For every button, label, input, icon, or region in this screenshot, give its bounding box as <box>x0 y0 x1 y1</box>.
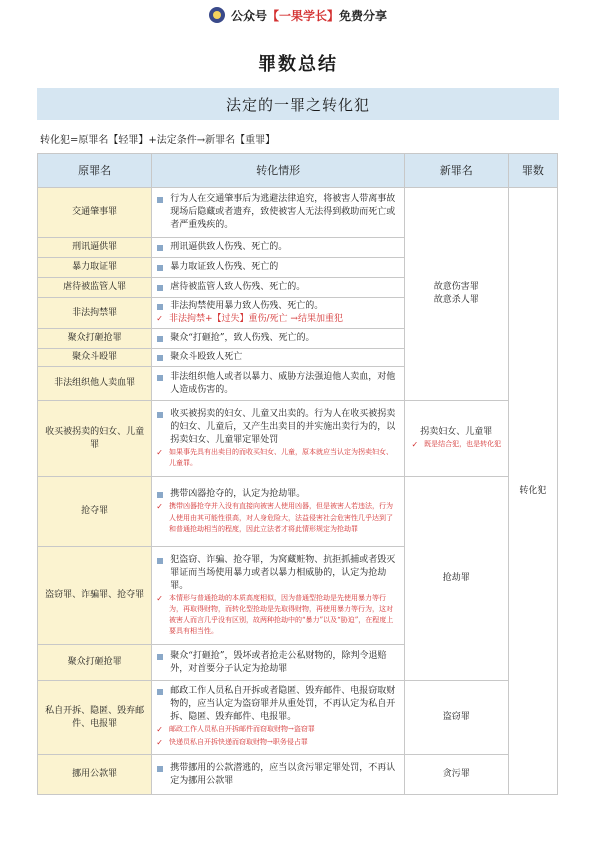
new-crime-note: 既是结合犯，也是转化犯 <box>424 439 502 448</box>
check-icon: ✓ <box>156 502 163 512</box>
condition-text: 犯盗窃、诈骗、抢夺罪，为窝藏赃物、抗拒抓捕或者毁灭罪证而当场使用暴力或者以暴力相威胁的，认定为抢劫罪。 <box>170 554 396 591</box>
original-crime: 非法组织他人卖血罪 <box>38 367 152 401</box>
original-crime: 非法拘禁罪 <box>38 298 152 329</box>
condition-text: 非法拘禁使用暴力致人伤残、死亡的。 <box>170 301 324 311</box>
new-crime: 故意杀人罪 <box>433 295 479 306</box>
bullet-icon <box>157 492 163 498</box>
original-crime: 挪用公款罪 <box>38 755 152 795</box>
bullet-icon <box>157 766 163 772</box>
table-row <box>38 188 558 238</box>
table-row <box>38 755 558 795</box>
condition-text: 刑讯逼供致人伤残、死亡的。 <box>170 241 288 252</box>
bullet-icon <box>157 355 163 361</box>
check-icon: ✓ <box>156 314 163 324</box>
header-new-crime: 新罪名 <box>404 154 508 188</box>
table-header-row <box>38 154 558 188</box>
bullet-icon <box>157 375 163 381</box>
count-cell: 转化犯 <box>508 188 557 795</box>
new-crime-cell: 抢劫罪 <box>404 477 508 681</box>
condition-text: 收买被拐卖的妇女、儿童又出卖的。行为人在收买被拐卖的妇女、儿童后，又产生出卖目的并实施出卖行为的，以拐卖妇女、儿童罪定罪处罚 <box>170 408 396 445</box>
original-crime: 私自开拆、隐匿、毁弃邮件、电报罪 <box>38 681 152 755</box>
original-crime: 虐待被监管人罪 <box>38 278 152 298</box>
bullet-icon <box>157 245 163 251</box>
original-crime: 聚众打砸抢罪 <box>38 645 152 681</box>
check-icon: ✓ <box>156 725 163 735</box>
original-crime: 暴力取证罪 <box>38 258 152 278</box>
check-icon: ✓ <box>411 439 419 449</box>
header-original-crime: 原罪名 <box>38 154 152 188</box>
bullet-icon <box>157 265 163 271</box>
condition-text: 聚众斗殴致人死亡 <box>170 352 243 363</box>
table-row <box>38 401 558 477</box>
condition-text: 聚众“打砸抢”，致人伤残、死亡的。 <box>170 333 315 344</box>
new-crime-cell: 盗窃罪 <box>404 681 508 755</box>
formula-line: 转化犯=原罪名【轻罪】+法定条件→新罪名【重罪】 <box>40 135 276 146</box>
brand-logo-icon <box>209 7 225 23</box>
bullet-icon <box>157 336 163 342</box>
condition-text: 虐待被监管人致人伤残、死亡的。 <box>170 281 306 292</box>
bullet-icon <box>157 304 163 310</box>
condition-text: 携带凶器抢夺的，认定为抢劫罪。 <box>170 489 306 500</box>
bullet-icon <box>157 654 163 660</box>
condition-note: 非法拘禁+【过失】重伤/死亡 →结果加重犯 <box>168 314 343 325</box>
check-icon: ✓ <box>156 448 163 458</box>
original-crime: 聚众打砸抢罪 <box>38 329 152 349</box>
original-crime: 盗窃罪、诈骗罪、抢夺罪 <box>38 547 152 645</box>
original-crime: 抢夺罪 <box>38 477 152 547</box>
condition-text: 非法组织他人或者以暴力、威胁方法强迫他人卖血，对他人造成伤害的。 <box>170 371 396 395</box>
header-bar <box>0 6 596 24</box>
condition-note: 本情形与普通抢劫的本质高度相似，因为普通型抢劫是先使用暴力等行为，再取得财物，而转化型抢劫是先取得财物，再使用暴力等行为，这对被害人而言几乎没有区别，故两种抢劫中的“暴力”以及“胁迫”，在程度上要具有相当性。 <box>168 593 394 636</box>
conversion-table <box>37 153 558 795</box>
brand-text: 公众号【一果学长】免费分享 <box>230 8 388 23</box>
bullet-icon <box>157 558 163 564</box>
original-crime: 交通肇事罪 <box>38 188 152 238</box>
header-count: 罪数 <box>508 154 557 188</box>
original-crime: 刑讯逼供罪 <box>38 238 152 258</box>
bullet-icon <box>157 197 163 203</box>
original-crime: 聚众斗殴罪 <box>38 349 152 367</box>
table-row <box>38 681 558 755</box>
section-heading: 法定的一罪之转化犯 <box>37 88 559 120</box>
condition-note: 邮政工作人员私自开拆邮件而窃取财物→盗窃罪 <box>168 725 315 734</box>
new-crime: 拐卖妇女、儿童罪 <box>420 426 493 437</box>
check-icon: ✓ <box>156 593 163 603</box>
new-crime: 故意伤害罪 <box>433 282 479 293</box>
condition-text: 暴力取证致人伤残、死亡的 <box>170 261 279 272</box>
condition-text: 聚众“打砸抢”，毁坏或者抢走公私财物的，除判令退赔外，对首要分子认定为抢劫罪 <box>170 650 387 674</box>
header-conversion: 转化情形 <box>152 154 405 188</box>
new-crime-cell <box>404 401 508 477</box>
bullet-icon <box>157 412 163 418</box>
condition-note: 快递员私自开拆快递而窃取财物→职务侵占罪 <box>168 738 308 747</box>
table-row <box>38 477 558 547</box>
original-crime: 收买被拐卖的妇女、儿童罪 <box>38 401 152 477</box>
condition-text: 邮政工作人员私自开拆或者隐匿、毁弃邮件、电报窃取财物的，应当认定为盗窃罪并从重处罚，不再认定为私自开拆、隐匿、毁弃邮件、电报罪。 <box>170 686 396 723</box>
page-title: 罪数总结 <box>258 54 338 75</box>
check-icon: ✓ <box>156 738 163 748</box>
condition-note: 携带凶器抢夺并入没有直接向被害人使用凶器，但是被害人若违法，行为人使用由其可能性很高，对人身危险大，法益侵害社会危害性几乎达到了和普通抢劫相当的程度，因此立法者才将此情形规定为抢劫罪 <box>168 502 393 533</box>
condition-text: 行为人在交通肇事后为逃避法律追究，将被害人带离事故现场后隐藏或者遗弃，致使被害人无法得到救助而死亡或者严重残疾的。 <box>170 193 396 231</box>
bullet-icon <box>157 689 163 695</box>
bullet-icon <box>157 285 163 291</box>
new-crime-cell <box>404 188 508 401</box>
condition-text: 携带挪用的公款潜逃的，应当以贪污罪定罪处罚，不再认定为挪用公款罪 <box>170 762 396 786</box>
new-crime-cell: 贪污罪 <box>404 755 508 795</box>
condition-note: 如果事先具有出卖目的而收买妇女、儿童，原本就应当认定为拐卖妇女、儿童罪。 <box>168 448 393 468</box>
